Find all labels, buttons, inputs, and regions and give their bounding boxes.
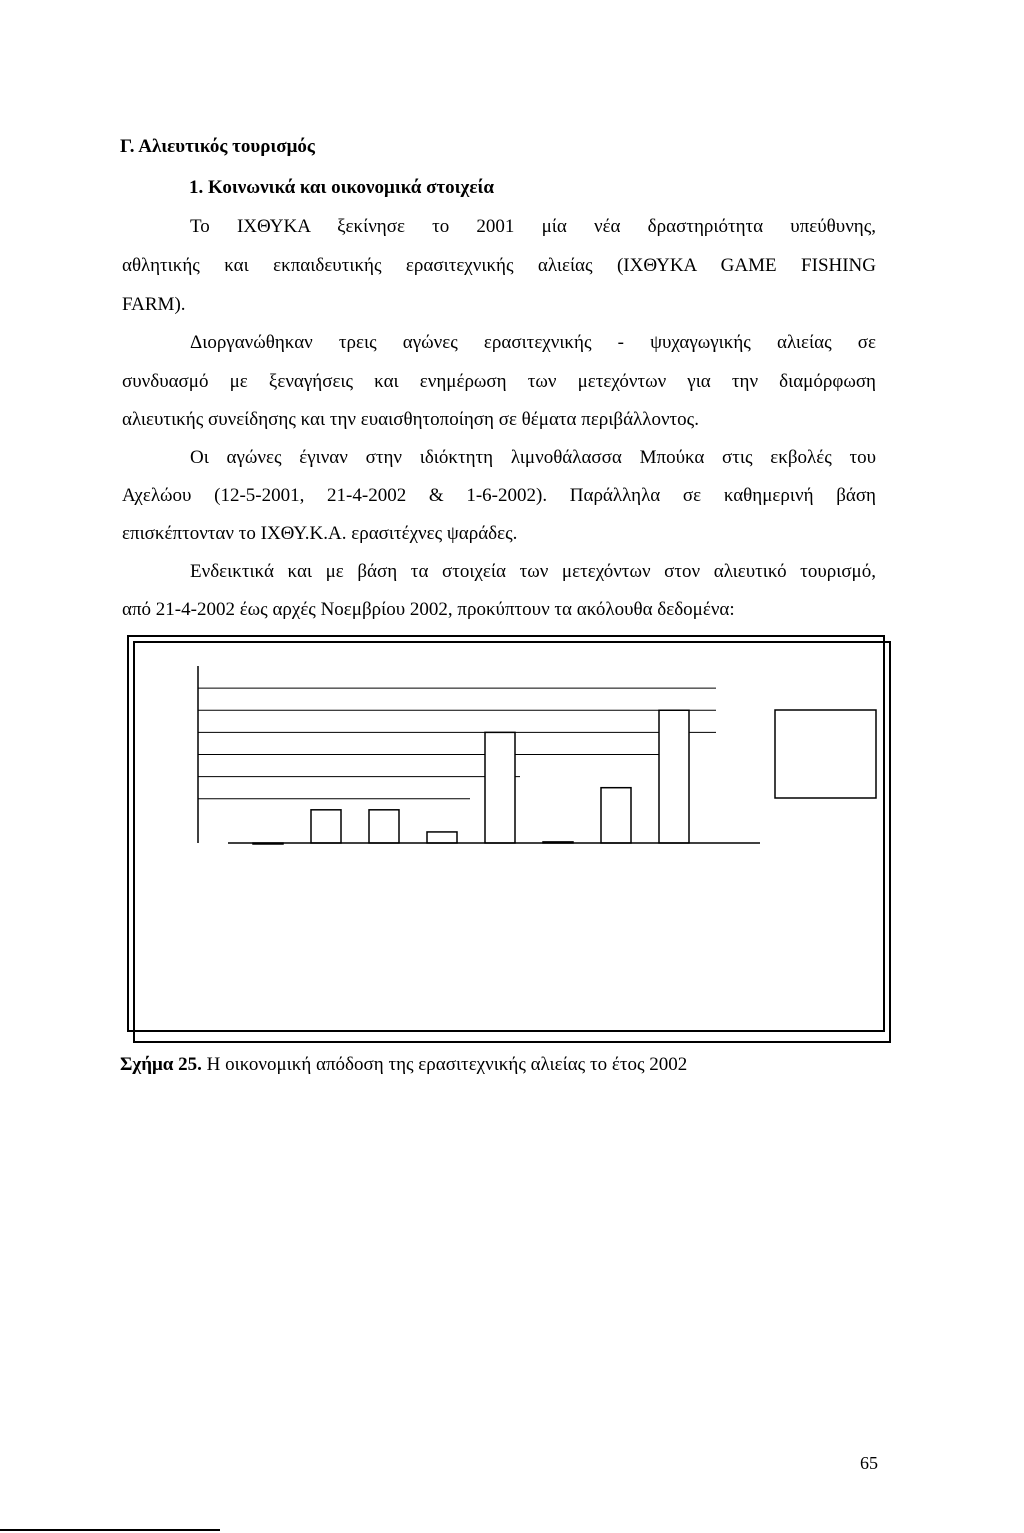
chart-bar bbox=[659, 710, 689, 843]
paragraph-4-line-1: Ενδεικτικά και με βάση τα στοιχεία των μετεχόντων στον αλιευτικό τουρισμό, bbox=[190, 561, 876, 582]
paragraph-3-line-1: Οι αγώνες έγιναν στην ιδιόκτητη λιμνοθάλασσα Μπούκα στις εκβολές του bbox=[190, 447, 876, 468]
section-heading: Γ. Αλιευτικός τουρισμός bbox=[120, 136, 315, 157]
figure-caption-label: Σχήμα 25. bbox=[120, 1054, 202, 1075]
chart-bar bbox=[485, 732, 515, 843]
paragraph-1-line-1: Το ΙΧΘΥΚΑ ξεκίνησε το 2001 μία νέα δραστηριότητα υπεύθυνης, bbox=[190, 216, 876, 237]
chart-bar bbox=[311, 810, 341, 843]
paragraph-3-line-2: Αχελώου (12-5-2001, 21-4-2002 & 1-6-2002). Παράλληλα σε καθημερινή βάση bbox=[122, 485, 876, 506]
figure-caption-text: Η οικονομική απόδοση της ερασιτεχνικής αλιείας το έτος 2002 bbox=[206, 1054, 688, 1075]
chart-bar bbox=[601, 788, 631, 843]
scan-edge-rule bbox=[0, 1529, 220, 1531]
paragraph-2-line-2: συνδυασμό με ξεναγήσεις και ενημέρωση των μετεχόντων για την διαμόρφωση bbox=[122, 371, 876, 392]
figure-caption bbox=[120, 1054, 687, 1076]
paragraph-3-line-3: επισκέπτονταν το ΙΧΘΥ.Κ.Α. ερασιτέχνες ψαράδες. bbox=[122, 523, 518, 544]
paragraph-4-line-2: από 21-4-2002 έως αρχές Νοεμβρίου 2002, προκύπτουν τα ακόλουθα δεδομένα: bbox=[122, 599, 735, 620]
plot-area bbox=[198, 666, 760, 844]
paragraph-2-line-1: Διοργανώθηκαν τρεις αγώνες ερασιτεχνικής - ψυχαγωγικής αλιείας σε bbox=[190, 332, 876, 353]
chart-bar bbox=[369, 810, 399, 843]
page-number: 65 bbox=[860, 1453, 878, 1473]
chart-bar bbox=[427, 832, 457, 843]
paragraph-1-line-2: αθλητικής και εκπαιδευτικής ερασιτεχνικής αλιείας (ΙΧΘΥΚΑ GAME FISHING bbox=[122, 255, 876, 276]
chart-legend-box bbox=[775, 710, 876, 798]
paragraph-1-line-3: FARM). bbox=[122, 294, 186, 315]
paragraph-2-line-3: αλιευτικής συνείδησης και την ευαισθητοποίηση σε θέματα περιβάλλοντος. bbox=[122, 409, 699, 430]
subsection-heading: 1. Κοινωνικά και οικονομικά στοιχεία bbox=[189, 177, 494, 198]
